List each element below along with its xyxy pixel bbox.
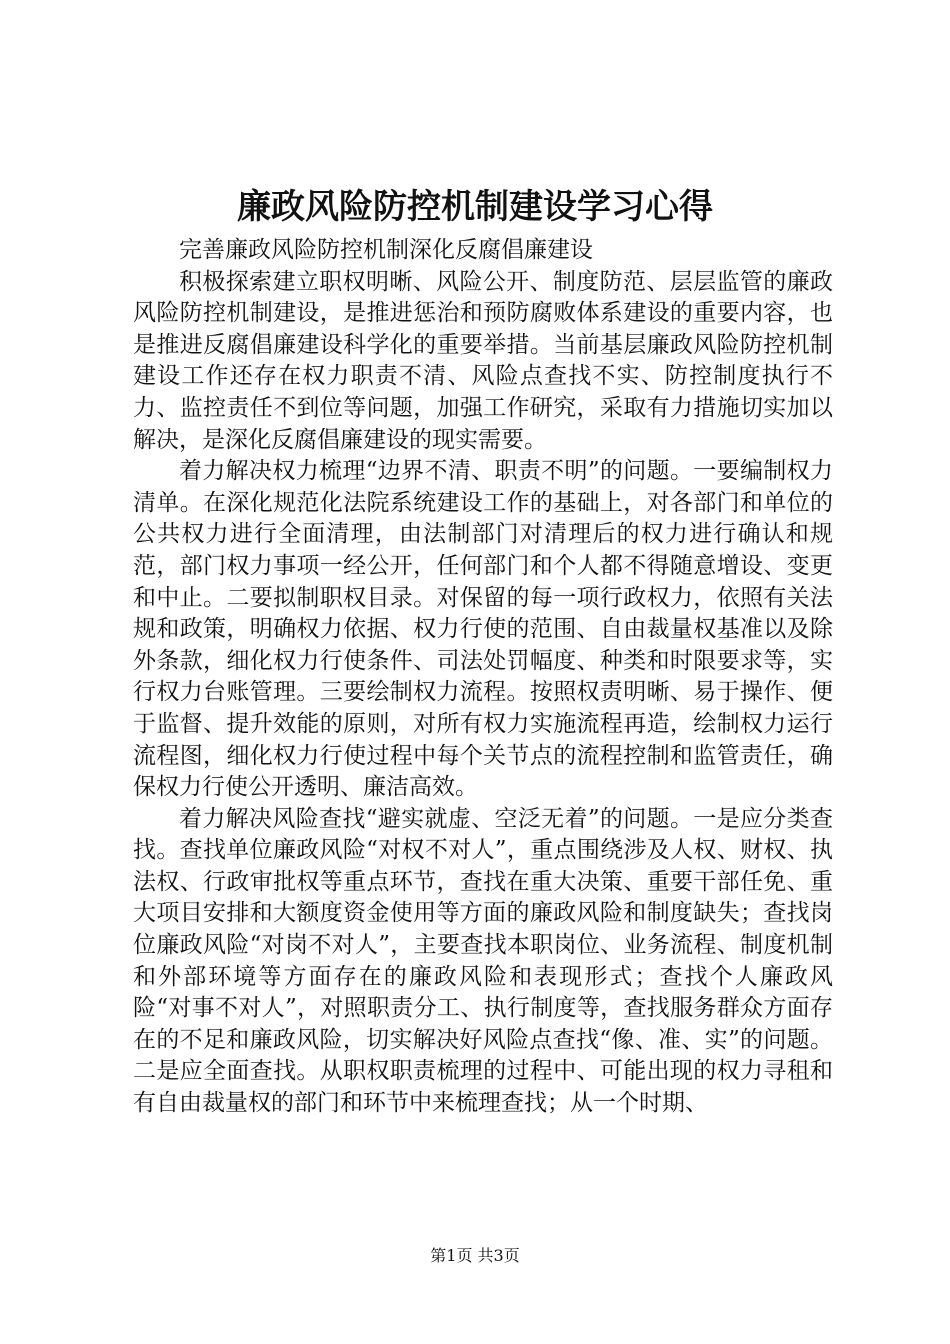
document-body [133,235,833,1120]
paragraph-power-sorting: 着力解决权力梳理“边界不清、职责不明”的问题。一要编制权力清单。在深化规范化法院系统建设工作的基础上，对各部门和单位的公共权力进行全面清理，由法制部门对清理后的权力进行确认和规范，部门权力事项一经公开，任何部门和个人都不得随意增设、变更和中止。二要拟制职权目录。对保留的每一项行政权力，依照有关法规和政策，明确权力依据、权力行使的范围、自由裁量权基准以及除外条款，细化权力行使条件、司法处罚幅度、种类和时限要求等，实行权力台账管理。三要绘制权力流程。按照权责明晰、易于操作、便于监督、提升效能的原则，对所有权力实施流程再造，绘制权力运行流程图，细化权力行使过程中每个关节点的流程控制和监管责任，确保权力行使公开透明、廉洁高效。 [133,458,833,801]
paragraph-risk-finding: 着力解决风险查找“避实就虚、空泛无着”的问题。一是应分类查找。查找单位廉政风险“对权不对人”，重点围绕涉及人权、财权、执法权、行政审批权等重点环节，查找在重大决策、重要干部任免、重大项目安排和大额度资金使用等方面的廉政风险和制度缺失；查找岗位廉政风险“对岗不对人”，主要查找本职岗位、业务流程、制度机制和外部环境等方面存在的廉政风险和表现形式；查找个人廉政风险“对事不对人”，对照职责分工、执行制度等，查找服务群众方面存在的不足和廉政风险，切实解决好风险点查找“像、准、实”的问题。二是应全面查找。从职权职责梳理的过程中、可能出现的权力寻租和有自由裁量权的部门和环节中来梳理查找；从一个时期、 [133,805,833,1117]
document-subtitle: 完善廉政风险防控机制深化反腐倡廉建设 [179,237,593,263]
document-title: 廉政风险防控机制建设学习心得 [237,187,713,227]
paragraph-intro: 积极探索建立职权明晰、风险公开、制度防范、层层监管的廉政风险防控机制建设，是推进惩治和预防腐败体系建设的重要内容，也是推进反腐倡廉建设科学化的重要举措。当前基层廉政风险防控机制建设工作还存在权力职责不清、风险点查找不实、防控制度执行不力、监控责任不到位等问题，加强工作研究，采取有力措施切实加以解决，是深化反腐倡廉建设的现实需要。 [133,268,833,453]
page-number-footer: 第1页 共3页 [430,1246,520,1265]
